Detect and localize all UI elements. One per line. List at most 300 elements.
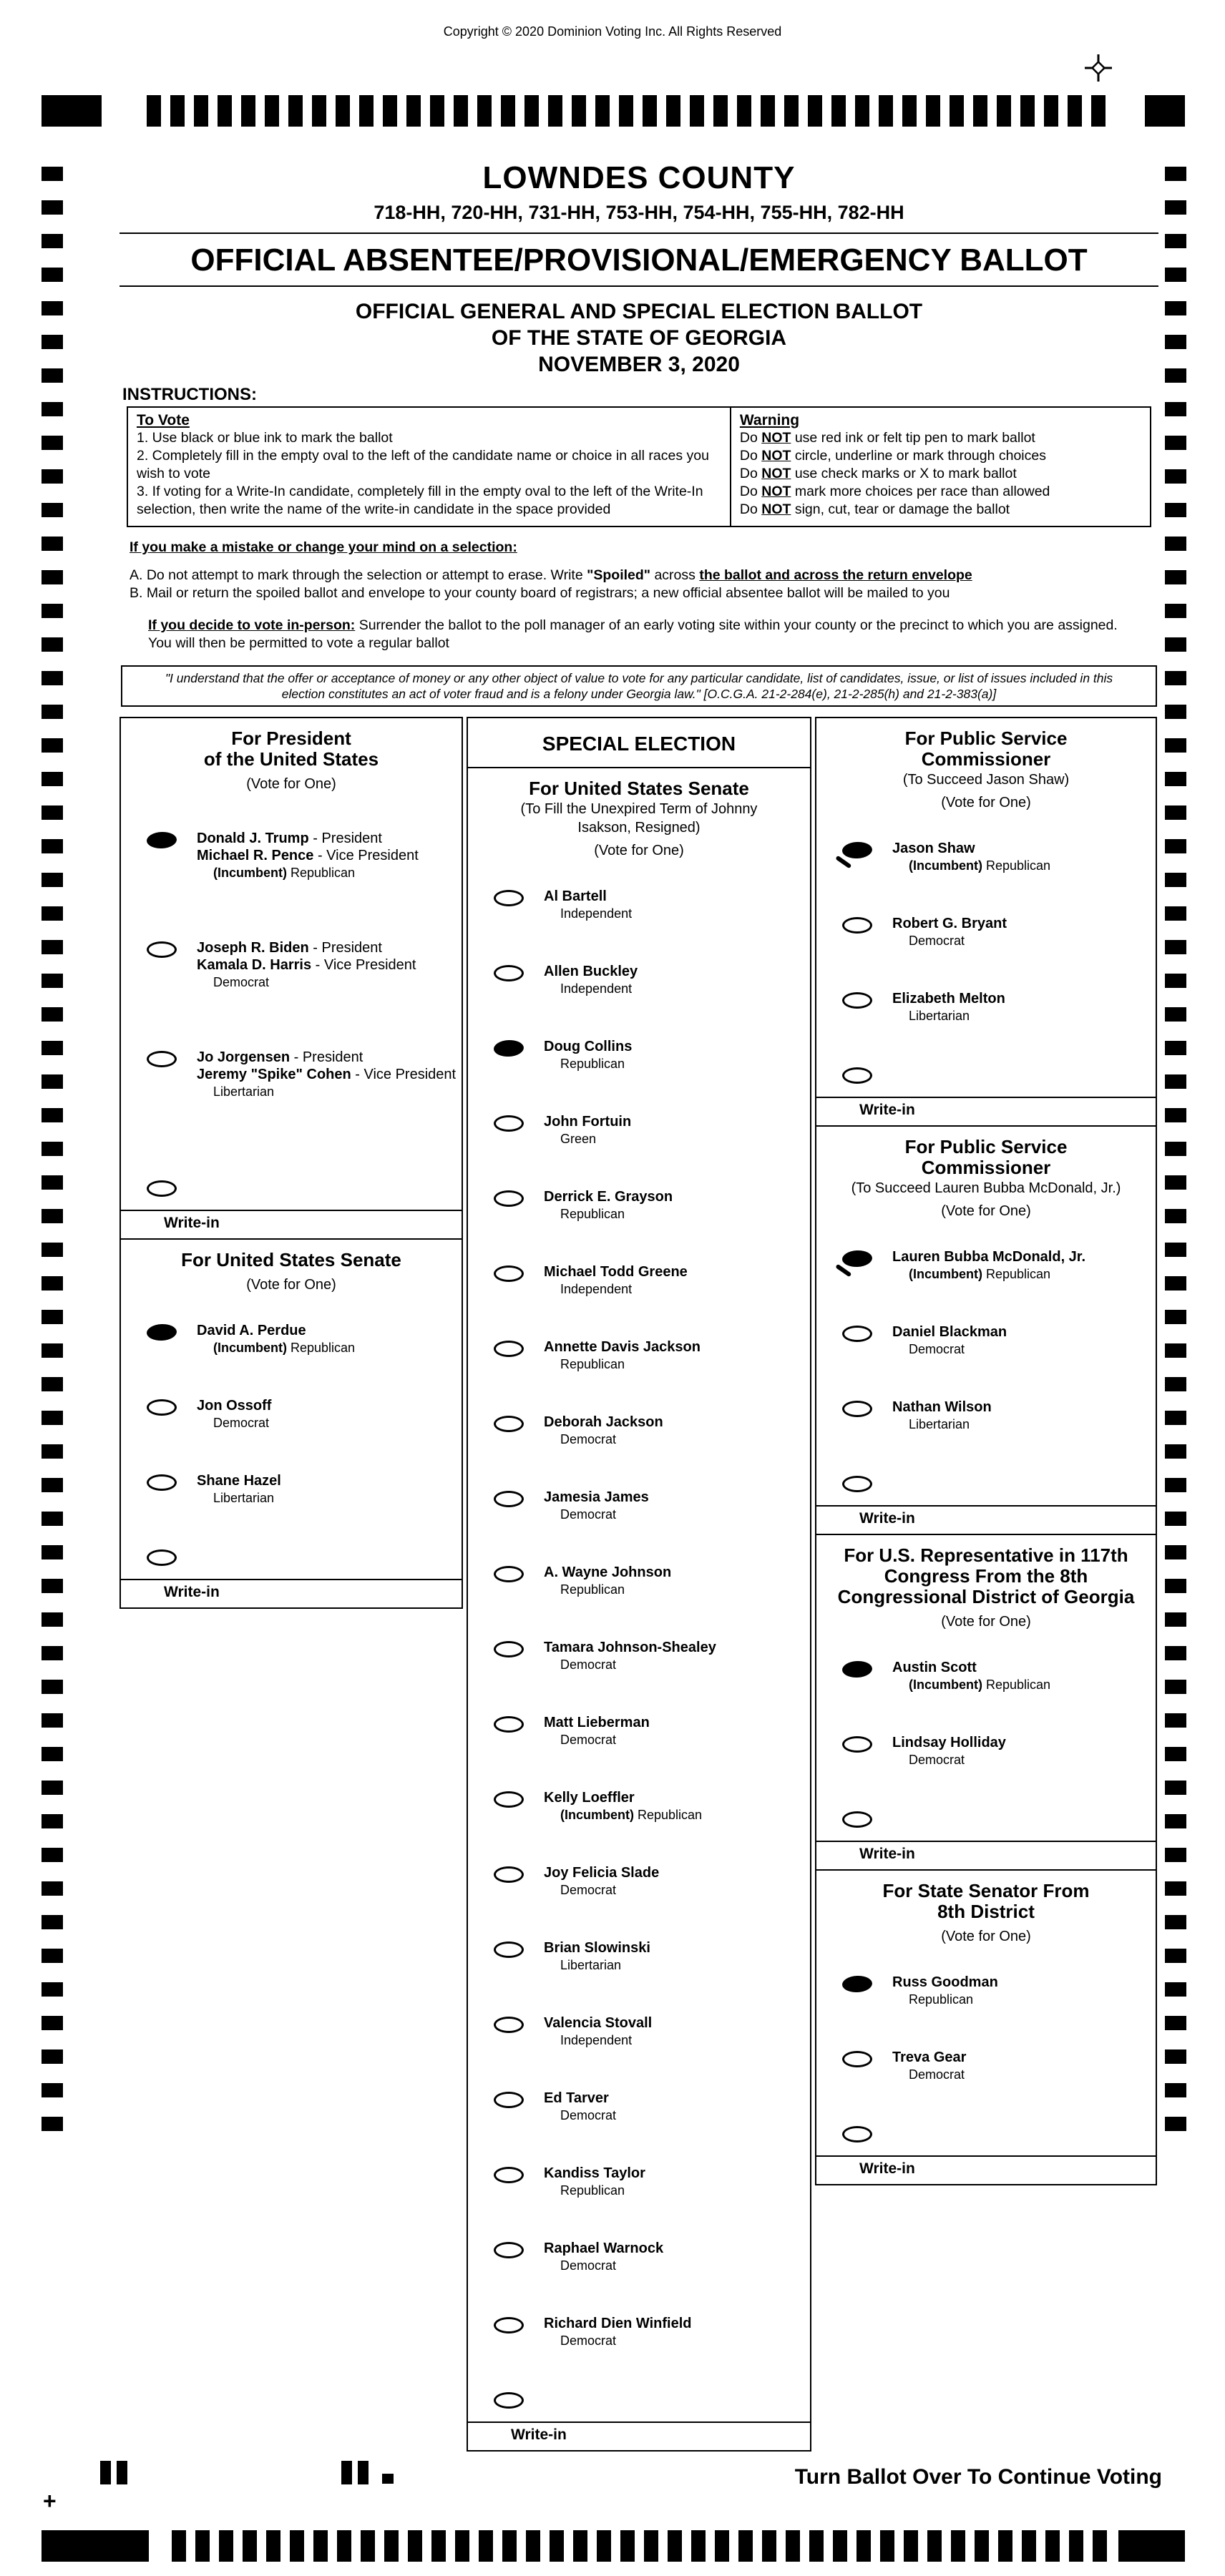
ballot-oval-marked[interactable] [146,831,177,849]
contest-president [119,717,463,1240]
candidate-info [544,1639,716,1673]
candidate-party: Democrat [560,1733,617,1747]
timing-mark [479,2530,493,2562]
timing-mark [666,95,680,127]
candidate-info [544,2014,652,2048]
vote-for-instruction: (Vote for One) [941,1203,1031,1219]
candidate-info [544,963,638,996]
timing-mark [406,95,421,127]
write-in-label: Write-in [859,1102,915,1118]
ballot-header [119,150,1158,234]
timing-mark [1165,1781,1186,1795]
ballot-oval-marked[interactable] [841,1975,872,1993]
candidate-party: (Incumbent) Republican [213,866,356,880]
timing-mark [1165,2117,1186,2131]
timing-mark [1165,268,1186,282]
timing-mark [42,1243,63,1257]
timing-mark [1165,301,1186,315]
candidate-party: Democrat [560,2258,617,2273]
ballot-oval-marked[interactable] [841,1660,872,1678]
candidate-name: Tamara Johnson-Shealey [544,1640,716,1655]
timing-mark [643,95,657,127]
timing-mark [42,1108,63,1122]
timing-mark [290,2530,304,2562]
candidate-party: Democrat [560,1507,617,1522]
ballot-oval[interactable] [494,1791,524,1808]
timing-mark [548,95,562,127]
ballot-oval[interactable] [494,2317,524,2333]
timing-mark [1045,2530,1060,2562]
candidate-party: Republican [560,1057,625,1071]
timing-mark [384,2530,399,2562]
in-person-title: If you decide to vote in-person: [148,617,356,633]
timing-mark [997,95,1011,127]
vote-for-instruction: (Vote for One) [941,1929,1031,1944]
candidate-party: (Incumbent) Republican [213,1341,356,1355]
ballot-oval[interactable] [494,1866,524,1883]
orientation-mark [100,2461,111,2484]
timing-mark [572,95,586,127]
candidate-info [892,1248,1085,1282]
timing-mark [1165,2016,1186,2030]
timing-mark [1165,469,1186,484]
timing-mark [147,95,161,127]
candidate-party: (Incumbent) Republican [560,1808,703,1822]
ballot-oval-marked[interactable] [841,1250,872,1268]
timing-mark [1165,1209,1186,1223]
candidate-name: Derrick E. Grayson [544,1189,673,1205]
candidate-option [121,1301,462,1376]
candidate-name: Matt Lieberman [544,1715,650,1730]
candidate-name: Shane Hazel [197,1473,281,1489]
timing-mark [1165,637,1186,652]
timing-mark [831,95,846,127]
timing-mark [1165,1982,1186,1997]
candidate-party: Republican [560,1357,625,1371]
candidate-party: Republican [560,2183,625,2198]
special-election-title: SPECIAL ELECTION [468,718,810,768]
timing-mark [926,95,940,127]
timing-mark [42,1478,63,1492]
candidate-name: Russ Goodman [892,1974,998,1990]
ballot-oval[interactable] [494,1115,524,1132]
timing-mark [42,705,63,719]
vote-for-instruction: (Vote for One) [941,1614,1031,1630]
candidate-option [121,1019,462,1128]
timing-mark [809,2530,824,2562]
write-in-oval[interactable] [147,1549,177,1566]
write-in-oval[interactable] [842,2126,872,2142]
candidate-name: Jamesia James [544,1489,649,1505]
timing-mark [502,2530,517,2562]
ballot-oval[interactable] [147,1399,177,1416]
timing-mark [42,1276,63,1291]
in-person-section [148,617,1130,652]
timing-mark [42,772,63,786]
timing-mark [501,95,515,127]
ballot-oval[interactable] [494,2167,524,2183]
timing-mark [973,95,987,127]
candidate-party: Libertarian [213,1491,275,1505]
candidate-name: Jeremy "Spike" Cohen - Vice President [197,1067,457,1082]
timing-mark [42,167,63,181]
warning-items [740,429,1141,519]
candidate-name: Donald J. Trump - President [197,831,382,846]
timing-mark [1165,1713,1186,1728]
timing-mark [526,2530,540,2562]
write-in-option [121,1128,462,1197]
timing-mark [42,1343,63,1358]
candidate-info [892,915,1007,949]
mistake-section [130,539,1148,602]
candidate-info [197,939,416,990]
timing-mark [337,2530,351,2562]
ballot-oval[interactable] [494,2017,524,2033]
timing-mark [1165,1949,1186,1963]
ballot-oval[interactable] [494,1641,524,1657]
timing-mark [879,95,893,127]
candidate-info [544,1414,663,1447]
timing-mark [1165,772,1186,786]
timing-mark [808,95,822,127]
candidate-name: Jon Ossoff [197,1398,272,1414]
candidate-party: Republican [560,1582,625,1597]
timing-mark [42,335,63,349]
contest-title: 8th District [937,1901,1035,1922]
candidate-info [892,990,1005,1024]
ballot-oval[interactable] [842,2051,872,2067]
contest-header [816,1535,1156,1637]
timing-mark [42,537,63,551]
candidate-option [816,1302,1156,1377]
timing-mark [1165,1680,1186,1694]
candidate-party: Democrat [560,2333,617,2348]
timing-mark [1069,2530,1083,2562]
timing-mark [573,2530,587,2562]
candidate-info [197,830,419,881]
timing-mark [1068,95,1082,127]
timing-mark [975,2530,989,2562]
timing-mark [42,2117,63,2131]
timing-mark [856,2530,871,2562]
timing-mark [738,2530,753,2562]
ballot-content [119,150,1158,2452]
candidate-option [121,1376,462,1451]
registration-crosshair-icon [1083,53,1113,83]
timing-mark [42,1949,63,1963]
candidate-option [468,1092,810,1167]
timing-mark [42,805,63,820]
candidate-info [544,1789,702,1823]
timing-mark [42,1310,63,1324]
timing-mark [904,2530,918,2562]
write-in-label: Write-in [164,1584,220,1600]
vote-for-instruction: (Vote for One) [246,1277,336,1293]
turn-ballot-over-text: Turn Ballot Over To Continue Voting [794,2465,1162,2489]
timing-mark [42,1814,63,1828]
candidate-party: Green [560,1132,597,1146]
candidate-party: Independent [560,981,633,996]
timing-mark [1165,1646,1186,1660]
timing-mark [1165,402,1186,416]
timing-mark [42,469,63,484]
write-in-label: Write-in [859,1510,915,1527]
timing-mark [241,95,255,127]
write-in-oval[interactable] [147,1180,177,1197]
orientation-mark [117,2461,127,2484]
contest-title: For U.S. Representative in 117th [844,1544,1128,1566]
timing-mark [1165,1007,1186,1022]
ballot-oval[interactable] [842,992,872,1009]
candidate-option [468,1693,810,1768]
candidate-option [816,2027,1156,2102]
timing-mark [42,2016,63,2030]
candidate-info [544,1188,673,1222]
timing-mark [1165,1243,1186,1257]
candidate-party: Republican [560,1207,625,1221]
timing-mark [42,1915,63,1929]
timing-mark [950,95,964,127]
ballot-oval[interactable] [494,1341,524,1357]
candidate-name: Michael R. Pence - Vice President [197,848,419,863]
candidate-option [468,1242,810,1317]
mistake-item-b: B. Mail or return the spoiled ballot and envelope to your county board of registrars; a new official absentee ballot will be mailed to you [130,585,950,601]
timing-mark [1165,671,1186,685]
timing-mark [1165,738,1186,753]
candidate-name: Doug Collins [544,1039,633,1054]
ballot-oval[interactable] [147,1474,177,1491]
copyright-text: Copyright © 2020 Dominion Voting Inc. All Rights Reserved [443,24,782,39]
candidate-option [468,2293,810,2369]
timing-mark [42,1444,63,1459]
timing-mark [1165,1478,1186,1492]
timing-mark [1165,906,1186,921]
write-in-oval[interactable] [842,1476,872,1492]
timing-mark [690,95,704,127]
timing-mark [42,268,63,282]
contest-header [121,718,462,800]
candidate-party: Democrat [560,1657,617,1672]
timing-mark [1165,200,1186,215]
timing-mark [1165,1579,1186,1593]
timing-mark [902,95,917,127]
candidate-option [816,1713,1156,1788]
candidate-name: Valencia Stovall [544,2015,653,2031]
contest-subtitle: Isakson, Resigned) [577,820,701,836]
timing-mark [42,1209,63,1223]
ballot-oval[interactable] [147,941,177,958]
timing-mark [1093,2530,1107,2562]
timing-mark [1165,1545,1186,1559]
write-in-option [816,1788,1156,1828]
contest-title: For United States Senate [529,778,749,799]
candidate-option [468,1918,810,1993]
ballot-oval[interactable] [494,1716,524,1733]
timing-mark [1165,503,1186,517]
candidate-party: Independent [560,2033,633,2047]
timing-mark [42,1074,63,1089]
ballot-oval-marked[interactable] [146,1323,177,1341]
warning-item: Do NOT mark more choices per race than allowed [739,484,1050,499]
contest-title: Congress From the 8th [884,1565,1088,1587]
candidate-option [816,1952,1156,2027]
candidate-option [816,1637,1156,1713]
timing-mark [595,95,610,127]
timing-mark [1020,95,1035,127]
ballot-oval[interactable] [494,1941,524,1958]
candidate-party: Independent [560,1282,633,1296]
write-in-option [816,2102,1156,2142]
candidate-name: Deborah Jackson [544,1414,663,1430]
timing-mark [1165,839,1186,853]
precinct-list: 718-HH, 720-HH, 731-HH, 753-HH, 754-HH, 755-HH, 782-HH [374,202,904,223]
candidate-name: John Fortuin [544,1114,632,1130]
timing-mark [430,95,444,127]
candidate-option [468,2068,810,2143]
candidate-option [468,1843,810,1918]
timing-marks-row [147,95,1106,127]
to-vote-box [127,406,731,527]
contest-subtitle: (To Succeed Jason Shaw) [902,772,1070,788]
contest-column-left [119,717,463,1609]
write-in-oval[interactable] [842,1067,872,1084]
timing-mark [336,95,350,127]
timing-mark [42,604,63,618]
timing-mark [1165,234,1186,248]
candidate-party: Democrat [909,2067,965,2082]
timing-marks-row [172,2530,1107,2562]
timing-mark [1165,604,1186,618]
timing-mark [454,95,468,127]
contest-subtitle: (To Fill the Unexpired Term of Johnny [520,801,758,817]
contest-title: Congressional District of Georgia [837,1586,1135,1607]
ballot-oval[interactable] [842,1326,872,1342]
write-in-label: Write-in [511,2426,567,2443]
county-name: LOWNDES COUNTY [482,160,796,195]
ballot-oval[interactable] [494,1190,524,1207]
ballot-oval[interactable] [494,2242,524,2258]
timing-mark [42,1545,63,1559]
ballot-oval[interactable] [494,1566,524,1582]
candidate-party: Democrat [909,934,965,948]
write-in-oval[interactable] [494,2392,524,2409]
write-in-label: Write-in [164,1215,220,1231]
candidate-party: Libertarian [560,1958,622,1972]
timing-mark [1165,2049,1186,2064]
candidate-option [468,1542,810,1617]
ballot-oval[interactable] [842,1401,872,1417]
write-in-oval[interactable] [842,1811,872,1828]
timing-mark [194,95,208,127]
contest-us-rep-8th [815,1534,1157,1871]
timing-mark [42,1041,63,1055]
contest-title: For Public Service [904,728,1068,749]
contest-subtitle: (To Succeed Lauren Bubba McDonald, Jr.) [851,1180,1121,1196]
ballot-oval[interactable] [494,2092,524,2108]
candidate-info [892,1323,1007,1357]
ballot-oval[interactable] [147,1051,177,1067]
timing-mark [42,200,63,215]
timing-mark [313,2530,328,2562]
timing-marks-bottom [0,2530,1225,2562]
timing-mark [42,1175,63,1190]
timing-mark [42,301,63,315]
candidate-info [544,2090,616,2123]
warning-title: Warning [739,412,800,428]
candidate-party: Libertarian [909,1009,970,1023]
warning-box [731,406,1151,527]
timing-mark [42,940,63,954]
candidate-option [468,1617,810,1693]
candidate-name: Joy Felicia Slade [544,1865,660,1881]
timing-mark [42,570,63,584]
contest-title: For United States Senate [181,1249,401,1270]
write-in-label: Write-in [859,1846,915,1862]
to-vote-item: 1. Use black or blue ink to mark the ballot [137,430,393,446]
registration-plus-mark: + [43,2488,57,2514]
timing-mark [1165,1848,1186,1862]
candidate-info [544,1338,701,1372]
candidate-name: Kelly Loeffler [544,1790,635,1806]
candidate-option [468,1392,810,1467]
warning-item: Do NOT circle, underline or mark through choices [739,448,1046,464]
ballot-oval[interactable] [842,917,872,934]
ballot-oval[interactable] [494,965,524,981]
timing-mark [42,873,63,887]
timing-mark [42,368,63,383]
ballot-oval-marked[interactable] [493,1039,524,1057]
timing-mark [1165,368,1186,383]
timing-block-left [42,2530,149,2562]
candidate-option [468,941,810,1017]
ballot-oval[interactable] [494,1416,524,1432]
candidate-info [197,1322,355,1356]
ballot-oval[interactable] [842,1736,872,1753]
candidate-name: Kandiss Taylor [544,2165,645,2181]
candidate-name: Richard Dien Winfield [544,2316,692,2331]
timing-mark [42,1411,63,1425]
timing-mark [1165,1142,1186,1156]
timing-mark [619,95,633,127]
ballot-oval[interactable] [494,1265,524,1282]
candidate-option [468,1317,810,1392]
to-vote-title: To Vote [137,412,190,428]
candidate-name: Brian Slowinski [544,1940,650,1956]
special-election-section [467,717,811,2452]
candidate-name: Lauren Bubba McDonald, Jr. [892,1249,1086,1265]
timing-block-left [42,95,102,127]
timing-mark [691,2530,706,2562]
candidate-info [544,1038,632,1072]
timing-mark [880,2530,894,2562]
ballot-oval[interactable] [494,1491,524,1507]
candidate-name: Ed Tarver [544,2090,609,2106]
timing-mark [243,2530,257,2562]
ballot-oval[interactable] [494,890,524,906]
contest-header [468,768,810,866]
ballot-oval-marked[interactable] [841,841,872,859]
timing-mark [761,95,775,127]
timing-mark [312,95,326,127]
timing-mark [42,1848,63,1862]
vote-for-instruction: (Vote for One) [594,843,684,858]
contest-column-middle [467,717,811,2452]
timing-mark [668,2530,682,2562]
candidate-name: Jason Shaw [892,841,975,856]
timing-mark [762,2530,776,2562]
timing-mark [172,2530,186,2562]
timing-mark [42,1512,63,1526]
